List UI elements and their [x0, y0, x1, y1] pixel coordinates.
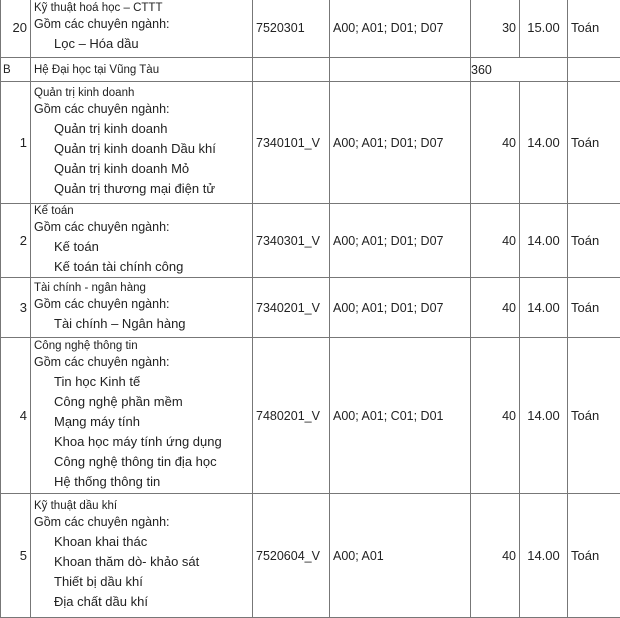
subject-groups: A00; A01	[330, 494, 471, 618]
major-code: 7520604_V	[253, 494, 330, 618]
specialization-item: Thiết bị dầu khí	[34, 572, 249, 592]
empty-cell	[253, 58, 330, 82]
specialization-item: Quản trị kinh doanh	[34, 119, 249, 139]
section-label: B	[1, 58, 31, 82]
section-quota: 360	[471, 58, 568, 82]
subject-groups: A00; A01; D01; D07	[330, 278, 471, 338]
specialization-item: Quản trị kinh doanh Dầu khí	[34, 139, 249, 159]
major-title: Kế toán	[34, 204, 249, 218]
benchmark-score: 14.00	[520, 338, 568, 494]
major-code: 7520301	[253, 0, 330, 58]
row-number: 3	[1, 278, 31, 338]
major-title: Tài chính - ngân hàng	[34, 281, 249, 295]
specialization-item: Kế toán tài chính công	[34, 257, 249, 277]
empty-cell	[330, 58, 471, 82]
subject-groups: A00; A01; D01; D07	[330, 0, 471, 58]
table-row	[1, 0, 620, 58]
specialization-item: Khoan thăm dò- khảo sát	[34, 552, 249, 572]
priority-subject: Toán	[568, 338, 620, 494]
subject-groups: A00; A01; C01; D01	[330, 338, 471, 494]
specializations-label: Gồm các chuyên ngành:	[34, 513, 249, 532]
benchmark-score: 15.00	[520, 0, 568, 58]
specialization-item: Quản trị thương mại điện tử	[34, 179, 249, 199]
specialization-item: Hệ thống thông tin	[34, 472, 249, 492]
empty-cell	[568, 58, 620, 82]
major-title: Công nghệ thông tin	[34, 339, 249, 353]
major-code: 7340301_V	[253, 204, 330, 278]
specialization-item: Tin học Kinh tế	[34, 372, 249, 392]
table-row	[1, 204, 620, 278]
subject-groups: A00; A01; D01; D07	[330, 204, 471, 278]
specialization-item: Kế toán	[34, 237, 249, 257]
specialization-item: Khoa học máy tính ứng dụng	[34, 432, 249, 452]
quota: 30	[471, 0, 520, 58]
major-code: 7340201_V	[253, 278, 330, 338]
specialization-item: Khoan khai thác	[34, 532, 249, 552]
major-cell	[31, 494, 253, 618]
priority-subject: Toán	[568, 0, 620, 58]
row-number: 1	[1, 82, 31, 204]
benchmark-score: 14.00	[520, 82, 568, 204]
specialization-item: Lọc – Hóa dầu	[34, 34, 249, 54]
quota: 40	[471, 278, 520, 338]
specializations-label: Gồm các chuyên ngành:	[34, 15, 249, 34]
specialization-item: Tài chính – Ngân hàng	[34, 314, 249, 334]
section-title: Hệ Đại học tại Vũng Tàu	[31, 58, 253, 82]
specializations-label: Gồm các chuyên ngành:	[34, 353, 249, 372]
table-row	[1, 494, 620, 618]
table-row	[1, 278, 620, 338]
specializations-label: Gồm các chuyên ngành:	[34, 218, 249, 237]
quota: 40	[471, 204, 520, 278]
priority-subject: Toán	[568, 494, 620, 618]
major-cell	[31, 278, 253, 338]
major-cell	[31, 0, 253, 58]
specialization-item: Công nghệ thông tin địa học	[34, 452, 249, 472]
specialization-item: Công nghệ phần mềm	[34, 392, 249, 412]
table-row	[1, 82, 620, 204]
campus-section-row	[1, 58, 620, 82]
row-number: 4	[1, 338, 31, 494]
major-title: Kỹ thuật dầu khí	[34, 499, 249, 513]
quota: 40	[471, 494, 520, 618]
quota: 40	[471, 338, 520, 494]
row-number: 5	[1, 494, 31, 618]
major-cell	[31, 338, 253, 494]
major-title: Kỹ thuật hoá học – CTTT	[34, 1, 249, 15]
specializations-label: Gồm các chuyên ngành:	[34, 295, 249, 314]
quota: 40	[471, 82, 520, 204]
specializations-label: Gồm các chuyên ngành:	[34, 100, 249, 119]
specialization-item: Mạng máy tính	[34, 412, 249, 432]
table-row	[1, 338, 620, 494]
priority-subject: Toán	[568, 204, 620, 278]
specialization-item: Địa chất dầu khí	[34, 592, 249, 612]
benchmark-score: 14.00	[520, 204, 568, 278]
priority-subject: Toán	[568, 82, 620, 204]
specialization-item: Quản trị kinh doanh Mỏ	[34, 159, 249, 179]
benchmark-score: 14.00	[520, 278, 568, 338]
subject-groups: A00; A01; D01; D07	[330, 82, 471, 204]
benchmark-score: 14.00	[520, 494, 568, 618]
major-cell	[31, 82, 253, 204]
major-code: 7480201_V	[253, 338, 330, 494]
major-cell	[31, 204, 253, 278]
row-number: 20	[1, 0, 31, 58]
row-number: 2	[1, 204, 31, 278]
major-code: 7340101_V	[253, 82, 330, 204]
priority-subject: Toán	[568, 278, 620, 338]
major-title: Quản trị kinh doanh	[34, 86, 249, 100]
